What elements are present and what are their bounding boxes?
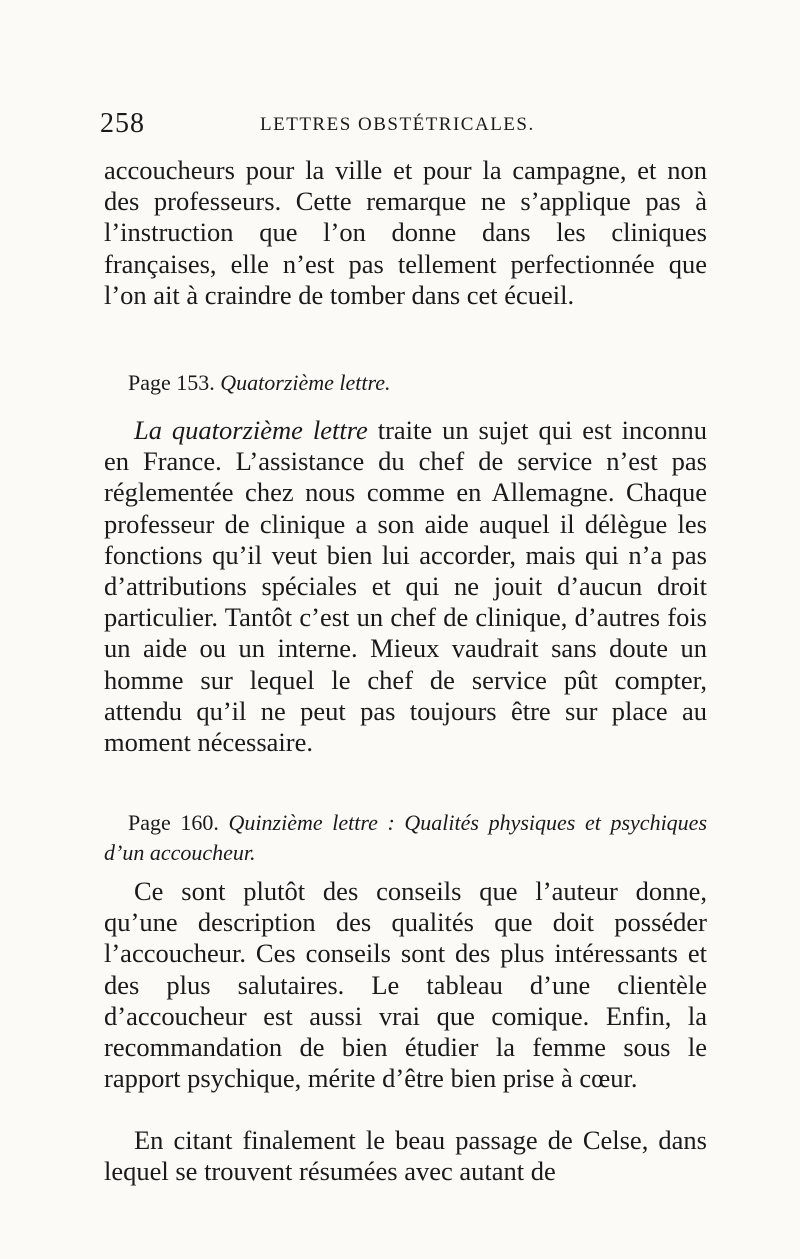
paragraph-text: En citant finalement le beau passage de Celse, dans lequel se trouvent résumées avec autant de — [104, 1125, 707, 1187]
italic-lead: La quatorzième lettre — [134, 415, 368, 445]
reference-title: Quinzième lettre : Qualités physiques et psychiques d’un accoucheur. — [104, 810, 708, 865]
paragraph-continuation — [104, 155, 707, 311]
paragraph-assistance — [104, 415, 707, 758]
reference-page: Page 153. — [128, 370, 215, 395]
reference-page: Page 160. — [128, 810, 219, 835]
reference-heading-page-153 — [104, 368, 707, 398]
page-header — [100, 108, 706, 142]
page-number: 258 — [100, 108, 145, 139]
reference-heading-page-160 — [104, 808, 707, 868]
running-title: LETTRES OBSTÉTRICALES. — [260, 114, 535, 135]
paragraph-conseils — [104, 876, 707, 1094]
paragraph-celse — [104, 1125, 707, 1187]
paragraph-text: Ce sont plutôt des conseils que l’auteur donne, qu’une description des qualités que doit posséder l’accoucheur. Ces conseils sont des plus intéressants et des plus salutaires. Le tableau d’une clientèle d’accoucheur est aussi vrai que comique. Enfin, la recommandation de bien étudier la femme sous le rapport psychique, mérite d’être bien prise à cœur. — [104, 876, 707, 1094]
paragraph-text: traite un sujet qui est inconnu en France. L’assistance du chef de service n’est pas réglementée chez nous comme en Allemagne. Chaque professeur de clinique a son aide auquel il délègue les fonctions qu’il veut bien lui accorder, mais qui n’a pas d’attributions spéciales et qui ne jouit d’aucun droit particulier. Tantôt c’est un chef de clinique, d’autres fois un aide ou un interne. Mieux vaudrait sans doute un homme sur lequel le chef de service pût compter, attendu qu’il ne peut pas toujours être sur place au moment nécessaire. — [104, 415, 707, 758]
paragraph-text: accoucheurs pour la ville et pour la campagne, et non des professeurs. Cette remarque ne s’applique pas à l’instruction que l’on donne dans les cliniques françaises, elle n’est pas tellement perfectionnée que l’on ait à craindre de tomber dans cet écueil. — [104, 155, 707, 310]
reference-title: Quatorzième lettre. — [220, 370, 391, 395]
